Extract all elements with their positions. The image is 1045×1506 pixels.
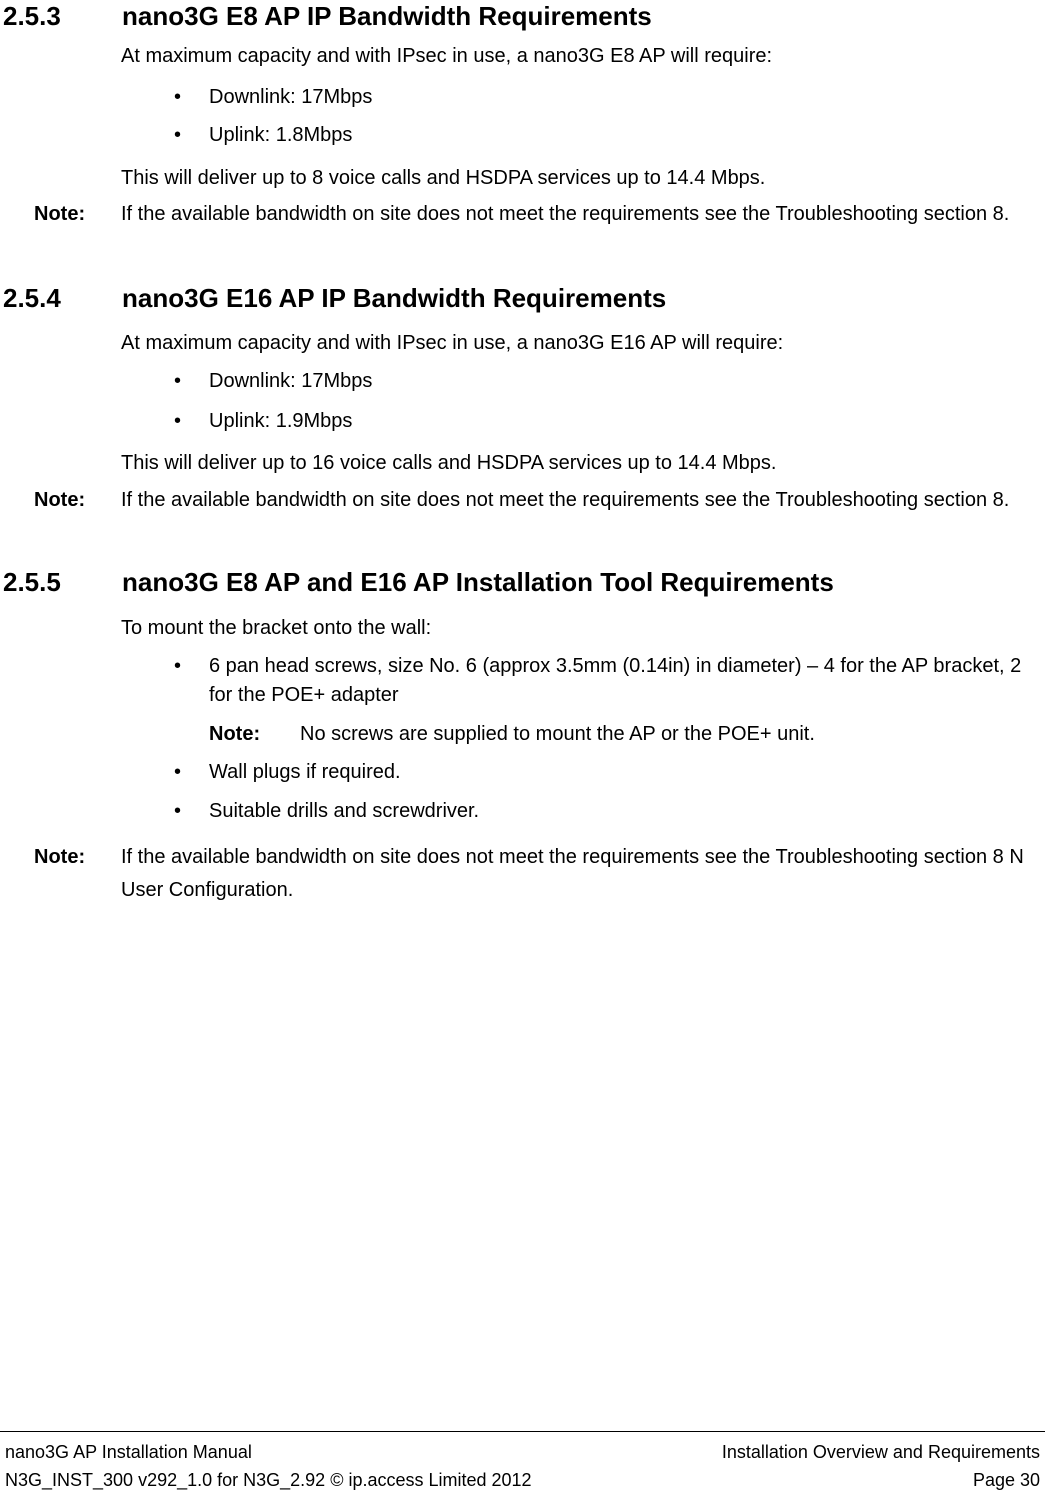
section-intro: At maximum capacity and with IPsec in use, a nano3G E8 AP will require:	[121, 45, 773, 67]
bullet-icon: •	[174, 410, 182, 432]
section-number: 2.5.4	[3, 283, 61, 313]
note-label: Note:	[34, 489, 86, 511]
footer-doc-id: N3G_INST_300 v292_1.0 for N3G_2.92 © ip.access Limited 2012	[5, 1470, 532, 1490]
section-outro: This will deliver up to 16 voice calls and HSDPA services up to 14.4 Mbps.	[121, 452, 777, 474]
bullet-icon: •	[174, 655, 182, 677]
section-intro: At maximum capacity and with IPsec in use, a nano3G E16 AP will require:	[121, 332, 784, 354]
bullet-icon: •	[174, 370, 182, 392]
section-outro: This will deliver up to 8 voice calls and HSDPA services up to 14.4 Mbps.	[121, 167, 766, 189]
list-item-text: Wall plugs if required.	[209, 761, 401, 783]
footer-divider	[0, 1431, 1045, 1432]
bullet-icon: •	[174, 800, 182, 822]
list-item-text: 6 pan head screws, size No. 6 (approx 3.5mm (0.14in) in diameter) – 4 for the AP bracket, 2 for the POE+ adapter	[209, 655, 1022, 706]
list-item-text: Uplink: 1.9Mbps	[209, 410, 353, 432]
footer-chapter: Installation Overview and Requirements	[721, 1442, 1040, 1462]
section-number: 2.5.3	[3, 1, 61, 31]
list-item-text: Downlink: 17Mbps	[209, 86, 373, 108]
note-text: If the available bandwidth on site does not meet the requirements see the Troubleshooting section 8.	[121, 489, 1010, 511]
section-title: nano3G E16 AP IP Bandwidth Requirements	[122, 283, 667, 313]
note-label: Note:	[34, 846, 86, 868]
bullet-icon: •	[174, 86, 182, 108]
section-title: nano3G E8 AP IP Bandwidth Requirements	[122, 1, 652, 31]
section-intro: To mount the bracket onto the wall:	[121, 617, 432, 639]
note-label: Note:	[34, 203, 86, 225]
note-text: No screws are supplied to mount the AP or the POE+ unit.	[300, 723, 815, 745]
list-item-text: Uplink: 1.8Mbps	[209, 124, 353, 146]
section-title: nano3G E8 AP and E16 AP Installation Tool Requirements	[122, 567, 834, 597]
footer-doc-title: nano3G AP Installation Manual	[5, 1442, 252, 1462]
bullet-icon: •	[174, 124, 182, 146]
note-label: Note:	[209, 723, 261, 745]
list-item-text: Suitable drills and screwdriver.	[209, 800, 480, 822]
bullet-icon: •	[174, 761, 182, 783]
section-number: 2.5.5	[3, 567, 61, 597]
note-text: If the available bandwidth on site does not meet the requirements see the Troubleshooting section 8 N User Configuration.	[121, 846, 1024, 901]
list-item-text: Downlink: 17Mbps	[209, 370, 373, 392]
note-text: If the available bandwidth on site does not meet the requirements see the Troubleshooting section 8.	[121, 203, 1010, 225]
footer-page-number: Page 30	[972, 1470, 1040, 1490]
